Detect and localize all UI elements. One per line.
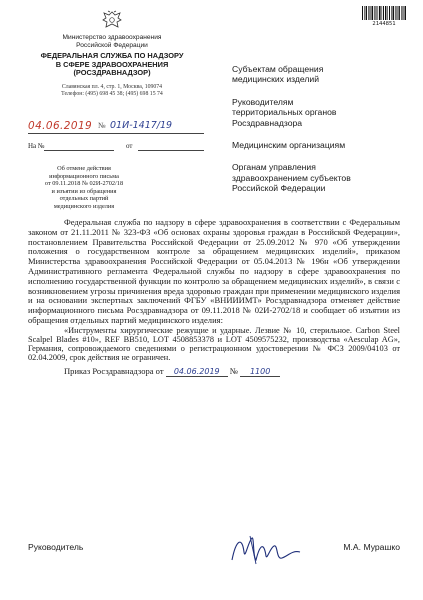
addressee-line: Руководителям bbox=[232, 96, 294, 107]
registration-date: 04.06.2019 bbox=[28, 120, 93, 132]
phone-line: Телефон: (495) 698 45 38; (495) 698 15 74 bbox=[61, 90, 163, 97]
subject-line: информационного письма bbox=[49, 172, 119, 180]
body-paragraph-order bbox=[28, 367, 400, 378]
addressee bbox=[232, 64, 417, 85]
subject-line: медицинского изделия bbox=[53, 202, 115, 210]
body-paragraph-main: Федеральная служба по надзору в сфере здравоохранения в соответствии с Федеральным законом от 21.11.2011 № 323-ФЗ «Об основах охраны здоровья граждан в Российской Федерации», постановлением Правительства Российской Федерации от 25.09.2012 № 970 «Об утверждении положения о государственном контроле за обращением медицинских изделий», приказом Министерства здравоохранения Российской Федерации от 05.04.2013 № 196н «Об утверждении Административного регламента Федеральной службы по надзору в сфере здравоохранения по исполнению государственной функции по контролю за обращением медицинских изделий», в связи с возникновением угрозы причинения вреда здоровью граждан при применении медицинского изделия и на основании экспертных заключений ФГБУ «ВНИИИМТ» Росздравнадзора отменяет действие информационного письма Росздравнадзора от 09.11.2018 № 02И-2702/18 и сообщает об изъятии из обращения отдельных партий медицинского изделия: bbox=[28, 217, 400, 325]
agency-line: ФЕДЕРАЛЬНАЯ СЛУЖБА ПО НАДЗОРУ bbox=[40, 51, 184, 61]
letter-subject bbox=[28, 165, 140, 210]
registration-line bbox=[28, 120, 208, 136]
ministry-line: Российской Федерации bbox=[76, 41, 148, 49]
addressee-line: Росздравнадзора bbox=[232, 117, 303, 128]
agency-line: (РОСЗДРАВНАДЗОР) bbox=[73, 68, 151, 78]
signatory-title: Руководитель bbox=[28, 542, 84, 552]
agency-name bbox=[28, 52, 196, 78]
subject-line: Об отмене действия bbox=[57, 165, 111, 172]
signature-row bbox=[28, 530, 400, 570]
registration-underline bbox=[28, 133, 204, 134]
registration-number: 01И-1417/19 bbox=[110, 120, 173, 131]
reference-date-blank bbox=[138, 150, 204, 151]
reference-number-label: На № bbox=[28, 142, 45, 150]
address-line: Славянская пл. 4, стр. 1, Москва, 109074 bbox=[61, 83, 163, 90]
reference-line bbox=[28, 142, 208, 152]
subject-line: и изъятии из обращения bbox=[51, 187, 117, 195]
order-prefix: Приказ Росздравнадзора от bbox=[64, 365, 164, 376]
reference-date-label: от bbox=[126, 142, 133, 150]
letter-body bbox=[28, 218, 400, 377]
addressee-line: Российской Федерации bbox=[232, 183, 326, 194]
barcode bbox=[362, 6, 406, 20]
addressee-line: Субъектам обращения bbox=[232, 64, 324, 74]
order-number: 1100 bbox=[240, 367, 280, 378]
addressee-line: Органам управления bbox=[232, 162, 316, 173]
addressees-block bbox=[232, 64, 417, 206]
addressee-line: медицинских изделий bbox=[232, 74, 319, 85]
agency-address bbox=[28, 84, 196, 98]
subject-line: отдельных партий bbox=[59, 195, 109, 202]
order-date: 04.06.2019 bbox=[166, 367, 228, 378]
handwritten-signature bbox=[226, 530, 306, 570]
addressee-line: здравоохранением субъектов bbox=[232, 172, 351, 183]
addressee-line: Медицинским организациям bbox=[232, 140, 346, 151]
reference-number-blank bbox=[44, 150, 114, 151]
order-number-sign: № bbox=[229, 365, 239, 376]
ministry-name bbox=[28, 34, 196, 49]
addressee bbox=[232, 162, 417, 193]
letterhead bbox=[28, 34, 196, 98]
addressee-line: территориальных органов bbox=[232, 107, 337, 118]
agency-line: В СФЕРЕ ЗДРАВООХРАНЕНИЯ bbox=[55, 59, 169, 69]
addressee bbox=[232, 140, 417, 150]
body-paragraph-device: «Инструменты хирургические режущие и ударные. Лезвие № 10, стерильное. Carbon Steel Scalpel Blades #10», REF BB510, LOT 4508853378 и LOT 4509575232, производства «Aesculap AG», Германия, сопровождаемого сведениями о регистрационном удостоверении № ФСЗ 2009/04103 от 02.04.2009, срок действия не ограничен. bbox=[28, 325, 400, 363]
addressee bbox=[232, 97, 417, 128]
signatory-name: М.А. Мурашко bbox=[343, 542, 400, 552]
number-sign: № bbox=[98, 121, 106, 130]
subject-line: от 09.11.2018 № 02И-2702/18 bbox=[44, 180, 124, 187]
ministry-line: Министерство здравоохранения bbox=[62, 34, 162, 41]
coat-of-arms-icon bbox=[100, 10, 124, 32]
barcode-number: 2144851 bbox=[372, 21, 396, 27]
